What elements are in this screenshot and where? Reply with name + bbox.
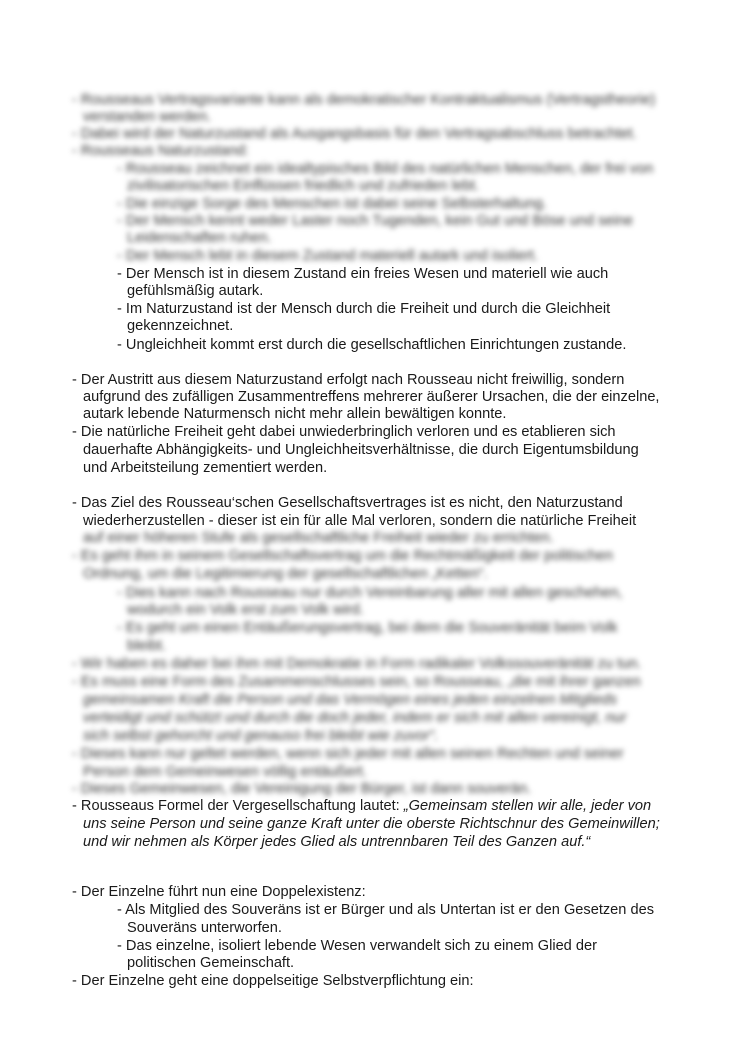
list-item: aufgrund des zufälligen Zusammentreffens mehrerer äußerer Ursachen, die der einzelne, bbox=[83, 389, 660, 405]
blurred-line: - Dabei wird der Naturzustand als Ausgangsbasis für den Vertragsabschluss betrachtet. bbox=[72, 126, 637, 142]
list-item: dauerhafte Abhängigkeits- und Ungleichheitsverhältnisse, die durch Eigentumsbildung bbox=[83, 442, 639, 458]
blurred-line: gemeinsamen Kraft die Person und das Vermögen eines jeden einzelnen Mitglieds bbox=[83, 692, 618, 708]
list-item: gekennzeichnet. bbox=[127, 318, 234, 334]
list-item: Souveräns unterworfen. bbox=[127, 920, 282, 936]
blurred-line: - Die einzige Sorge des Menschen ist dabei seine Selbsterhaltung. bbox=[117, 196, 547, 212]
list-item: - Der Einzelne geht eine doppelseitige Selbstverpflichtung ein: bbox=[72, 973, 474, 989]
blurred-line: - Dies kann nach Rousseau nur durch Vereinbarung aller mit allen geschehen, bbox=[117, 585, 623, 601]
blurred-line: zivilisatorischen Einflüssen friedlich und zufrieden lebt. bbox=[127, 178, 480, 194]
list-item: politischen Gemeinschaft. bbox=[127, 955, 295, 971]
list-item: - Die natürliche Freiheit geht dabei unwiederbringlich verloren und es etablieren sich bbox=[72, 424, 616, 440]
blurred-line: - Rousseaus Naturzustand: bbox=[72, 143, 249, 159]
blurred-line: Leidenschaften ruhen. bbox=[127, 230, 272, 246]
blurred-line: - Es muss eine Form des Zusammenschlusses sein, so Rousseau, „die mit ihrer ganzen bbox=[72, 674, 641, 690]
blurred-line: - Der Mensch kennt weder Laster noch Tugenden, kein Gut und Böse und seine bbox=[117, 213, 633, 229]
formula-quote: „Gemeinsam stellen wir alle, jeder von bbox=[403, 798, 652, 814]
blurred-line: verteidigt und schützt und durch die doch jeder, indem er sich mit allen vereinigt, nur bbox=[83, 710, 627, 726]
list-item: - Der Mensch ist in diesem Zustand ein freies Wesen und materiell wie auch bbox=[117, 266, 609, 282]
blurred-line: sich selbst gehorcht und genauso frei bleibt wie zuvor“. bbox=[83, 728, 439, 744]
list-item: autark lebende Naturmensch nicht mehr allein bewältigen konnte. bbox=[83, 406, 507, 422]
list-item: - Im Naturzustand ist der Mensch durch die Freiheit und durch die Gleichheit bbox=[117, 301, 611, 317]
blurred-line: wodurch ein Volk erst zum Volk wird. bbox=[127, 602, 364, 618]
list-item: - Der Austritt aus diesem Naturzustand erfolgt nach Rousseau nicht freiwillig, sondern bbox=[72, 372, 625, 388]
blurred-line: - Es geht ihm in seinem Gesellschaftsvertrag um die Rechtmäßigkeit der politischen bbox=[72, 548, 614, 564]
formula-intro: - Rousseaus Formel der Vergesellschaftung lautet: bbox=[72, 798, 404, 814]
blurred-line: - Rousseaus Vertragsvariante kann als demokratischer Kontraktualismus (Vertragstheorie) bbox=[72, 92, 656, 108]
formula-quote: uns seine Person und seine ganze Kraft unter die oberste Richtschnur des Gemeinwillen; bbox=[83, 816, 660, 832]
list-item: - Das einzelne, isoliert lebende Wesen verwandelt sich zu einem Glied der bbox=[117, 938, 597, 954]
blurred-line: bleibt. bbox=[127, 638, 166, 654]
list-item: - Der Einzelne führt nun eine Doppelexistenz: bbox=[72, 884, 366, 900]
list-item: wiederherzustellen - dieser ist ein für alle Mal verloren, sondern die natürliche Freiheit bbox=[83, 513, 637, 529]
blurred-line: - Wir haben es daher bei ihm mit Demokratie in Form radikaler Volkssouveränität zu tun. bbox=[72, 656, 642, 672]
list-item: und Arbeitsteilung zementiert werden. bbox=[83, 460, 328, 476]
blurred-line: - Dieses Gemeinwesen, die Vereinigung der Bürger, ist dann souverän. bbox=[72, 781, 532, 797]
list-item bbox=[72, 798, 651, 815]
formula-quote: und wir nehmen als Körper jedes Glied als untrennbaren Teil des Ganzen auf.“ bbox=[83, 834, 591, 850]
list-item: - Das Ziel des Rousseau‘schen Gesellschaftsvertrages ist es nicht, den Naturzustand bbox=[72, 495, 623, 511]
list-item: - Als Mitglied des Souveräns ist er Bürger und als Untertan ist er den Gesetzen des bbox=[117, 902, 654, 918]
blurred-line: auf einer höheren Stufe als gesellschaftliche Freiheit wieder zu errichten. bbox=[83, 530, 554, 546]
blurred-line: Ordnung, um die Legitimierung der gesellschaftlichen „Ketten“. bbox=[83, 566, 488, 582]
list-item: - Ungleichheit kommt erst durch die gesellschaftlichen Einrichtungen zustande. bbox=[117, 337, 627, 353]
list-item: gefühlsmäßig autark. bbox=[127, 283, 264, 299]
blurred-line: - Rousseau zeichnet ein idealtypisches Bild des natürlichen Menschen, der frei von bbox=[117, 161, 654, 177]
blurred-line: Person dem Gemeinwesen völlig entäußert. bbox=[83, 764, 367, 780]
blurred-line: - Es geht um einen Entäußerungsvertrag, bei dem die Souveränität beim Volk bbox=[117, 620, 618, 636]
blurred-line: - Der Mensch lebt in diesem Zustand materiell autark und isoliert. bbox=[117, 248, 538, 264]
blurred-line: - Dieses kann nur geltet werden, wenn sich jeder mit allen seinen Rechten und seiner bbox=[72, 746, 624, 762]
blurred-line: verstanden werden. bbox=[83, 109, 212, 125]
